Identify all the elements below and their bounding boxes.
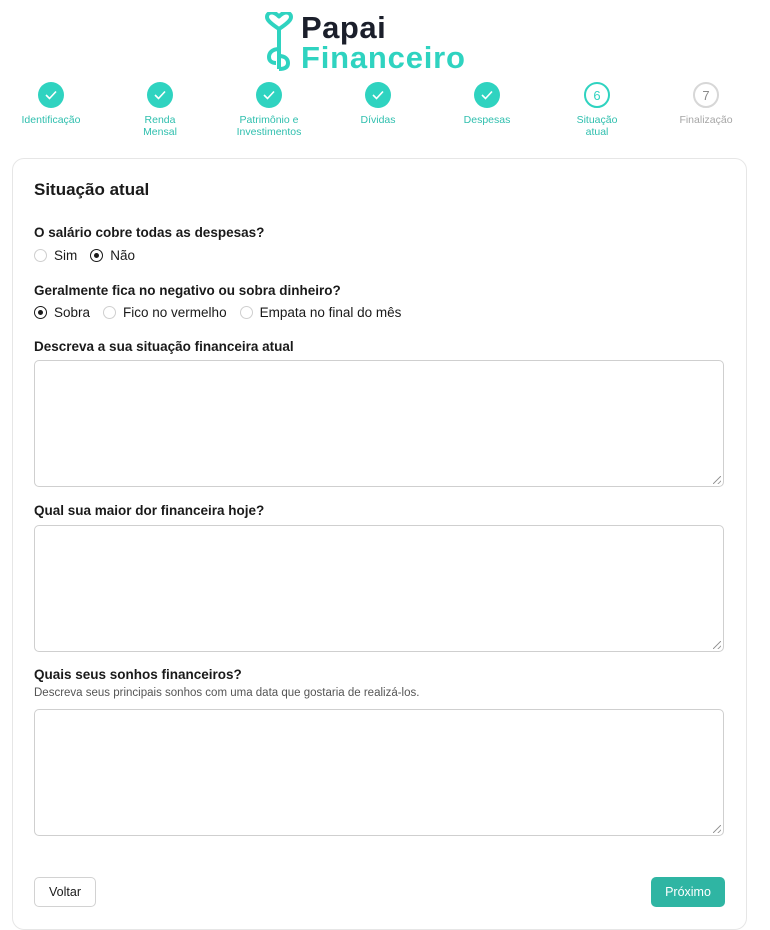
brand-name-line2: Financeiro (301, 40, 466, 75)
radio-circle[interactable] (34, 249, 47, 262)
question-balance: Geralmente fica no negativo ou sobra dinheiro? (34, 283, 341, 298)
step-despesas[interactable] (437, 82, 537, 126)
step-situacao-atual[interactable] (547, 82, 647, 138)
progress-stepper (0, 82, 770, 142)
brand-name-line1: Papai (301, 10, 387, 45)
step-label: Identificação (21, 114, 81, 126)
resize-handle-icon[interactable] (713, 476, 721, 484)
form-title: Situação atual (34, 180, 150, 199)
step-label: Finalização (679, 114, 733, 126)
radio-label: Empata no final do mês (259, 305, 402, 320)
question-biggest-pain: Qual sua maior dor financeira hoje? (34, 503, 265, 518)
next-button[interactable]: Próximo (651, 877, 725, 907)
step-identificacao[interactable] (1, 82, 101, 126)
radio-label: Sobra (54, 305, 91, 320)
resize-handle-icon[interactable] (713, 825, 721, 833)
step-label: Dívidas (360, 114, 396, 126)
radio-sobra[interactable] (34, 305, 90, 320)
step-label: Patrimônio e Investimentos (236, 114, 302, 138)
step-number: 6 (584, 82, 610, 108)
radio-circle-selected[interactable] (90, 249, 103, 262)
step-dividas[interactable] (328, 82, 428, 126)
question-dreams-hint: Descreva seus principais sonhos com uma data que gostaria de realizá-los. (34, 687, 420, 699)
radio-nao[interactable] (90, 248, 135, 263)
check-icon (147, 82, 173, 108)
check-icon (256, 82, 282, 108)
radio-group-balance (34, 305, 414, 320)
textarea-current-situation[interactable] (34, 360, 724, 487)
radio-circle[interactable] (103, 306, 116, 319)
textarea-dreams[interactable] (34, 709, 724, 836)
radio-circle-selected[interactable] (34, 306, 47, 319)
radio-sim[interactable] (34, 248, 77, 263)
radio-label: Sim (54, 248, 78, 263)
check-icon (38, 82, 64, 108)
radio-label: Fico no vermelho (123, 305, 227, 320)
step-label: Situação atual (576, 114, 618, 138)
back-button[interactable]: Voltar (34, 877, 96, 907)
check-icon (474, 82, 500, 108)
check-icon (365, 82, 391, 108)
radio-empata[interactable] (240, 305, 402, 320)
step-finalizacao[interactable] (656, 82, 756, 126)
radio-fico-no-vermelho[interactable] (103, 305, 227, 320)
question-current-situation: Descreva a sua situação financeira atual (34, 339, 294, 354)
step-label: Renda Mensal (143, 114, 177, 138)
step-number: 7 (693, 82, 719, 108)
radio-circle[interactable] (240, 306, 253, 319)
radio-group-salary-covers (34, 248, 148, 263)
textarea-biggest-pain[interactable] (34, 525, 724, 652)
radio-label: Não (110, 248, 136, 263)
form-card (12, 158, 747, 930)
question-dreams: Quais seus sonhos financeiros? (34, 667, 242, 682)
step-patrimonio[interactable] (219, 82, 319, 138)
step-label: Despesas (463, 114, 511, 126)
resize-handle-icon[interactable] (713, 641, 721, 649)
heart-key-logo-icon (264, 12, 294, 72)
question-salary-covers: O salário cobre todas as despesas? (34, 225, 265, 240)
step-renda-mensal[interactable] (110, 82, 210, 138)
